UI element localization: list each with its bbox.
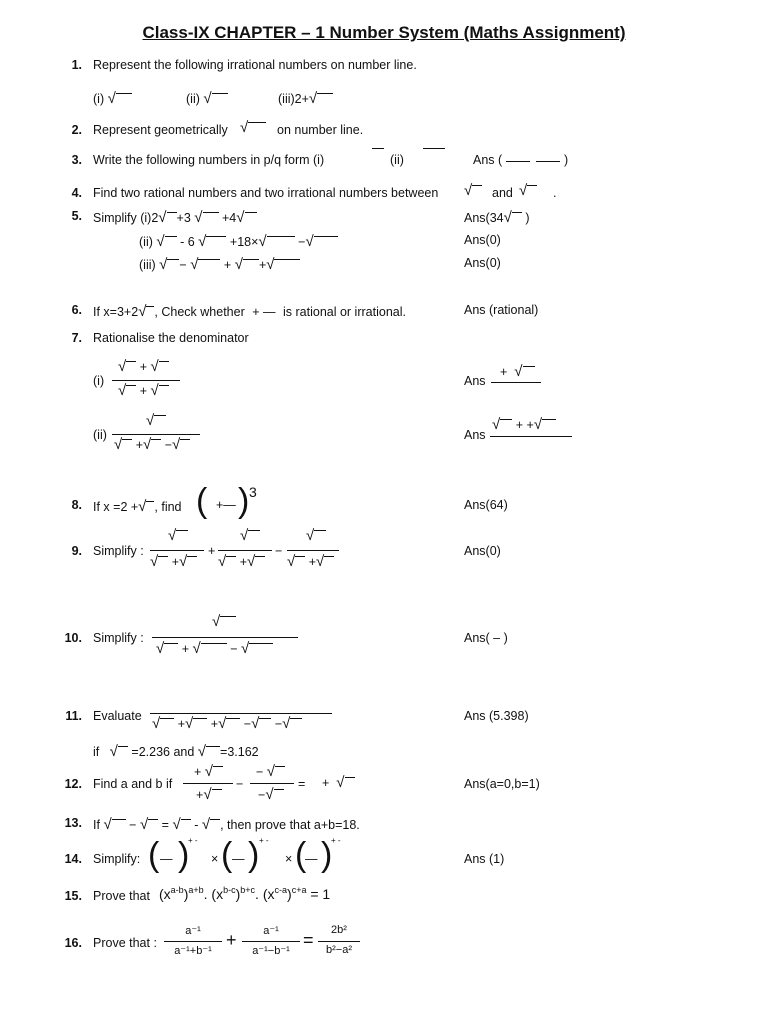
fraction-bar (536, 161, 560, 162)
q15-x2: (x (211, 886, 224, 902)
q5-part-ii-c: +18× (229, 235, 259, 249)
fraction-bar (152, 637, 298, 638)
plus-sign: + (239, 555, 248, 569)
q7-text: Rationalise the denominator (93, 331, 249, 345)
q6-text-b: , Check whether (154, 305, 245, 319)
q9-f1-denominator (150, 553, 197, 570)
q5-number: 5. (71, 209, 82, 223)
right-paren: ) (321, 836, 333, 874)
right-paren: ) (178, 836, 190, 874)
sqrt-symbol: √ (514, 363, 534, 380)
q7-answer-i: Ans (464, 374, 486, 388)
sqrt-symbol: √ (168, 527, 188, 544)
q9-f2-denominator (218, 553, 265, 570)
q12-f1-denominator (196, 786, 222, 803)
q12-minus: − (236, 777, 244, 791)
q1-part-i-label: (i) (93, 92, 105, 106)
q5-part-ii (139, 233, 338, 250)
q15-close-3: ) (287, 886, 292, 902)
sqrt-symbol: √ (504, 209, 522, 226)
sqrt-symbol: √ (218, 553, 236, 570)
fraction-bar (112, 380, 180, 381)
sqrt-symbol: √ (110, 743, 128, 760)
q1-text: Represent the following irrational numbers on number line. (93, 58, 417, 72)
sqrt-symbol: √ (240, 527, 260, 544)
fraction-bar (490, 436, 572, 437)
q15-x3: (x (262, 886, 275, 902)
q5-part-ii-b: - 6 (180, 235, 195, 249)
sqrt-symbol: √ (156, 640, 178, 657)
minus-sign: − (230, 642, 238, 656)
q11-condition (93, 743, 259, 760)
q3-number: 3. (71, 153, 82, 167)
sqrt-symbol: √ (464, 182, 482, 199)
sqrt-symbol: √ (159, 256, 179, 273)
left-paren: ( (196, 482, 208, 520)
q8-number: 8. (71, 498, 82, 512)
fraction-bar (218, 550, 272, 551)
sqrt-symbol: √ (251, 715, 271, 732)
plus-sign: + (181, 642, 190, 656)
fraction-bar (423, 148, 445, 149)
right-paren: ) (238, 482, 250, 520)
fraction-bar (287, 550, 339, 551)
plus-sign: + (210, 717, 219, 731)
sqrt-symbol: √ (194, 209, 218, 226)
plus-sign: + (515, 418, 524, 432)
sqrt-symbol: √ (265, 786, 283, 803)
q1-part-iii (278, 90, 333, 107)
sqrt-symbol: √ (241, 640, 273, 657)
q15-expression (159, 886, 330, 902)
sqrt-symbol: √ (146, 412, 166, 429)
q5-part-iii-b: − (179, 258, 187, 272)
sqrt-symbol: √ (185, 715, 207, 732)
q2-text-b: on number line. (277, 123, 364, 137)
q15-dot-2: . (255, 886, 259, 902)
sqrt-symbol: √ (235, 256, 259, 273)
q8-text-a: If x =2 + (93, 500, 139, 514)
sqrt-symbol: √ (282, 715, 302, 732)
q15-number: 15. (64, 889, 82, 903)
sqrt-symbol: √ (203, 90, 227, 107)
q2-text-a: Represent geometrically (93, 123, 228, 137)
q8-text (93, 498, 182, 515)
fraction-bar (318, 941, 360, 942)
q13-text-d: , then prove that a+b=18. (220, 818, 360, 832)
sqrt-symbol: √ (534, 416, 556, 433)
q5-part-i (93, 209, 257, 226)
q5-part-iii-c: + (223, 258, 232, 272)
sqrt-symbol: √ (172, 436, 190, 453)
fraction-bar (250, 783, 294, 784)
q1-number: 1. (71, 58, 82, 72)
sqrt-symbol: √ (108, 90, 132, 107)
q14-times-1: × (211, 852, 219, 866)
q15-text: Prove that (93, 889, 150, 903)
q3-text: Write the following numbers in p/q form (i) (93, 153, 325, 167)
sqrt-symbol: √ (306, 527, 326, 544)
q15-x1: (x (159, 886, 171, 902)
q13-text (93, 816, 360, 833)
q3-answer-label: Ans ( (473, 153, 503, 167)
q13-number: 13. (64, 816, 82, 830)
sqrt-symbol: √ (258, 233, 294, 250)
minus-sign: − (243, 717, 252, 731)
fraction-bar (150, 550, 204, 551)
plus-sign: + (194, 765, 202, 779)
q7-answer-ii: Ans (464, 428, 486, 442)
sqrt-symbol: √ (118, 382, 136, 399)
q11-cond-c: =3.162 (220, 745, 259, 759)
q1-part-i (93, 90, 132, 107)
q7-i-denominator (118, 382, 169, 399)
q6-number: 6. (71, 303, 82, 317)
sqrt-symbol: √ (198, 743, 220, 760)
q5-part-iii-label: (iii) (139, 258, 156, 272)
fraction-bar (506, 161, 530, 162)
plus-sign: + (171, 555, 180, 569)
sqrt-symbol: √ (240, 119, 266, 136)
sqrt-symbol: √ (218, 715, 240, 732)
q9-op-2: − (275, 544, 283, 558)
q4-text: Find two rational numbers and two irrational numbers between (93, 186, 439, 200)
q4-and: and (492, 186, 513, 200)
q16-number: 16. (64, 936, 82, 950)
q9-f3-numerator (306, 527, 326, 544)
q15-exp-2: a+b (188, 885, 204, 895)
q15-equals: = 1 (310, 886, 331, 902)
q12-answer: Ans(a=0,b=1) (464, 777, 540, 791)
minus-sign: − (274, 717, 283, 731)
q11-cond-a: if (93, 745, 100, 759)
fraction-bar (372, 148, 384, 149)
plus-sign: + (177, 717, 186, 731)
sqrt-symbol: √ (179, 553, 197, 570)
sqrt-symbol: √ (151, 382, 169, 399)
q7-number: 7. (71, 331, 82, 345)
q7-part-ii: (ii) (93, 428, 107, 442)
q3-answer (473, 153, 502, 167)
sqrt-symbol: √ (287, 553, 305, 570)
q16-f2-denominator: a⁻¹−b⁻¹ (252, 945, 290, 957)
q1-part-ii-label: (ii) (186, 92, 200, 106)
q9-f3-denominator (287, 553, 334, 570)
plus-sign: + (139, 384, 148, 398)
q5-text: Simplify (i)2 (93, 211, 159, 225)
plus-sign: + (500, 365, 508, 379)
q16-f3-denominator: b²−a² (326, 944, 352, 956)
q16-f3-numerator: 2b² (331, 924, 347, 936)
q6-answer: Ans (rational) (464, 303, 539, 317)
plus-sign: + (526, 418, 534, 432)
sqrt-symbol: √ (152, 715, 174, 732)
q9-op-1: + (208, 544, 216, 558)
q10-answer: Ans( – ) (464, 631, 508, 645)
q14-number: 14. (64, 852, 82, 866)
q12-f1-numerator (194, 763, 223, 780)
fraction-bar (183, 783, 233, 784)
left-paren: ( (295, 836, 307, 874)
q10-denominator (156, 640, 273, 657)
q11-number: 11. (65, 709, 82, 723)
fraction-bar (150, 713, 332, 714)
sqrt-symbol: √ (172, 816, 190, 833)
sqrt-symbol: √ (114, 436, 132, 453)
q9-text: Simplify : (93, 544, 144, 558)
page-title: Class-IX CHAPTER – 1 Number System (Maths Assignment) (142, 23, 626, 42)
q3-answer-close: ) (564, 153, 569, 167)
q7-ii-denominator: √ +√ −√ (114, 436, 190, 453)
q11-denominator (152, 715, 302, 732)
q12-text: Find a and b if (93, 777, 173, 791)
q16-equals: = (303, 930, 314, 950)
q7-part-i: (i) (93, 374, 105, 388)
q9-answer: Ans(0) (464, 544, 501, 558)
q13-text-a: If (93, 818, 100, 832)
q10-text: Simplify : (93, 631, 144, 645)
q15-close-1: ) (183, 886, 189, 902)
q15-exp-3: b-c (223, 885, 236, 895)
q16-plus: + (226, 930, 237, 950)
sqrt-symbol: √ (202, 816, 220, 833)
plus-sign: + (308, 555, 317, 569)
sqrt-symbol: √ (316, 553, 334, 570)
sqrt-symbol: √ (305, 233, 337, 250)
q9-number: 9. (71, 544, 82, 558)
q7-answer-i-expr (500, 363, 535, 380)
q5-answer-i: Ans(34√ ) (464, 209, 530, 226)
q15-exp-1: a-b (170, 885, 184, 895)
sqrt-symbol: √ (266, 256, 300, 273)
sqrt-symbol: √ (309, 90, 333, 107)
q15-exp-6: c+a (291, 885, 307, 895)
q7-answer-ii-expr (492, 416, 556, 433)
q14-answer: Ans (1) (464, 852, 505, 866)
sqrt-symbol: √ (212, 613, 236, 630)
q15-exp-4: b+c (240, 885, 256, 895)
q5-answer-ii: Ans(0) (464, 233, 501, 247)
left-paren: ( (221, 836, 233, 874)
q13-equals: = (161, 818, 169, 832)
right-paren: ) (248, 836, 260, 874)
q5-part-iii (139, 256, 300, 273)
q10-numerator (212, 613, 236, 630)
q11-answer: Ans (5.398) (464, 709, 529, 723)
q15-dot-1: . (203, 886, 208, 902)
q6-text-d: is rational or irrational. (283, 305, 406, 319)
q1-part-iii-label: (iii)2+ (278, 92, 309, 106)
plus-sign: + (139, 360, 148, 374)
sqrt-symbol: √ (336, 774, 354, 791)
minus-sign: − (258, 788, 266, 802)
minus-sign: − (129, 818, 137, 832)
plus-sign: + (322, 776, 330, 790)
q4-period: . (553, 186, 557, 200)
q10-number: 10. (64, 631, 82, 645)
q11-text: Evaluate (93, 709, 142, 723)
sqrt-symbol: √ (103, 816, 125, 833)
q12-f2-denominator (258, 786, 284, 803)
q5-term-1: +3 (176, 211, 191, 225)
q14-text: Simplify: (93, 852, 141, 866)
q14-times-2: × (285, 852, 293, 866)
sqrt-symbol: √ (198, 233, 226, 250)
q5-part-ii-d: − (298, 235, 306, 249)
sqrt-symbol: √ (118, 358, 136, 375)
q15-close-2: ) (235, 886, 241, 902)
q5-part-ii-label: (ii) (139, 235, 153, 249)
q9-f2-numerator (240, 527, 260, 544)
sqrt-symbol: √ (492, 416, 512, 433)
q6-text-a: If x=3+2 (93, 305, 139, 319)
sqrt-symbol: √ (150, 553, 168, 570)
q7-i-numerator (118, 358, 169, 375)
sqrt-symbol: √ (190, 256, 220, 273)
q8-exponent: 3 (249, 484, 257, 500)
sqrt-symbol: √ (267, 763, 285, 780)
sqrt-symbol: √ (205, 763, 223, 780)
sqrt-symbol: √ (236, 209, 256, 226)
q14-exp-2: + - (259, 836, 269, 845)
q14-term-3: — (305, 852, 318, 866)
q8-inner: +— (216, 498, 236, 512)
q12-rhs (322, 774, 355, 791)
q16-f1-numerator: a⁻¹ (185, 925, 201, 937)
minus-sign: − (256, 765, 264, 779)
fraction-bar (491, 382, 541, 383)
q8-text-b: , find (154, 500, 182, 514)
q14-exp-3: + - (331, 836, 341, 845)
q2-number: 2. (71, 123, 82, 137)
q5-answer-iii: Ans(0) (464, 256, 501, 270)
fraction-bar (112, 434, 200, 435)
q16-text: Prove that : (93, 936, 157, 950)
sqrt-symbol: √ (138, 303, 154, 320)
q4-number: 4. (71, 186, 82, 200)
q16-f2-numerator: a⁻¹ (263, 925, 279, 937)
q12-equals: = (298, 777, 306, 791)
q5-part-iii-d: + (258, 258, 267, 272)
q12-f2-numerator (256, 763, 285, 780)
sqrt-symbol: √ (193, 640, 227, 657)
left-paren: ( (148, 836, 160, 874)
sqrt-symbol: √ (519, 182, 537, 199)
fraction-bar (164, 941, 222, 942)
q6-expression: + — (252, 305, 276, 319)
q16-f1-denominator: a⁻¹+b⁻¹ (174, 945, 212, 957)
q14-term-2: — (232, 852, 245, 866)
sqrt-symbol: √ (138, 498, 154, 515)
q14-term-1: — (160, 852, 173, 866)
q7-ii-numerator (146, 412, 166, 429)
q8-answer: Ans(64) (464, 498, 508, 512)
q3-part-ii: (ii) (390, 153, 404, 167)
q15-exp-5: c-a (274, 885, 288, 895)
q11-cond-b: =2.236 and (131, 745, 195, 759)
sqrt-symbol: √ (158, 209, 176, 226)
sqrt-symbol: √ (247, 553, 265, 570)
q12-number: 12. (64, 777, 82, 791)
sqrt-symbol: √ (203, 786, 221, 803)
fraction-bar (242, 941, 300, 942)
plus-sign: + (196, 788, 204, 802)
q14-exp-1: + - (188, 836, 198, 845)
q1-part-ii (186, 90, 228, 107)
sqrt-symbol: √ (156, 233, 176, 250)
sqrt-symbol: √ (151, 358, 169, 375)
q6-text (93, 303, 406, 320)
q9-f1-numerator (168, 527, 188, 544)
q13-minus: - (194, 818, 199, 832)
plus-sign: + (135, 438, 144, 452)
sqrt-symbol: √ (140, 816, 158, 833)
q5-term-2: +4 (222, 211, 237, 225)
q5-answer-label: Ans(34 (464, 211, 504, 225)
sqrt-symbol: √ (143, 436, 161, 453)
